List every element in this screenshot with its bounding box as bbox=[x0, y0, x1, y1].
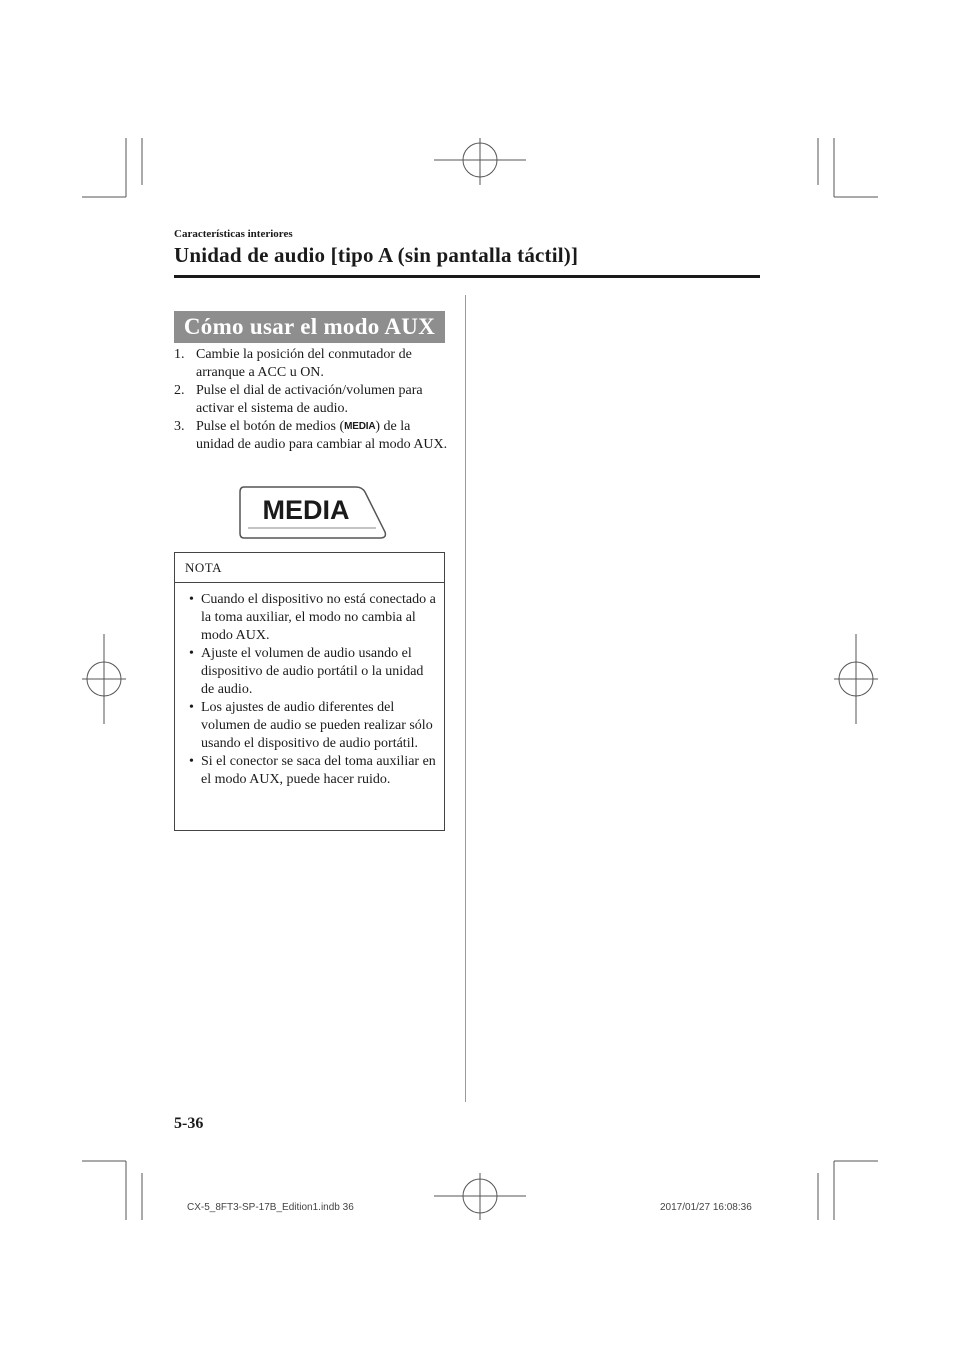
media-inline-icon: MEDIA bbox=[344, 421, 376, 432]
footer-timestamp: 2017/01/27 16:08:36 bbox=[660, 1202, 752, 1213]
step-item bbox=[174, 418, 450, 454]
note-list bbox=[175, 583, 444, 789]
note-text: Cuando el dispositivo no está conectado a la toma auxiliar, el modo no cambia al modo AUX. bbox=[201, 592, 436, 643]
step-text-before: Pulse el botón de medios ( bbox=[196, 419, 345, 434]
media-button-label: MEDIA bbox=[262, 495, 350, 525]
note-text: Ajuste el volumen de audio usando el dispositivo de audio portátil o la unidad de audio. bbox=[201, 646, 424, 697]
note-item bbox=[185, 645, 438, 699]
section-label: Características interiores bbox=[174, 228, 293, 240]
note-heading: NOTA bbox=[175, 553, 444, 583]
step-number: 2. bbox=[174, 383, 185, 398]
step-number: 3. bbox=[174, 419, 185, 434]
footer-file-info: CX-5_8FT3-SP-17B_Edition1.indb 36 bbox=[187, 1202, 354, 1213]
note-item bbox=[185, 591, 438, 645]
note-item bbox=[185, 753, 438, 789]
step-item bbox=[174, 346, 450, 382]
media-button-icon bbox=[236, 482, 388, 542]
step-text: Pulse el dial de activación/volumen para activar el sistema de audio. bbox=[196, 383, 423, 416]
bullet: • bbox=[189, 646, 194, 661]
bullet: • bbox=[189, 754, 194, 769]
step-text-after: ) de la unidad de audio para cambiar al modo AUX. bbox=[196, 419, 448, 452]
note-text: Si el conector se saca del toma auxiliar en el modo AUX, puede hacer ruido. bbox=[201, 754, 436, 787]
column-divider bbox=[465, 295, 466, 1102]
note-item bbox=[185, 699, 438, 753]
title-rule bbox=[174, 275, 760, 278]
note-text: Los ajustes de audio diferentes del volumen de audio se pueden realizar sólo usando el dispositivo de audio portátil. bbox=[201, 700, 433, 751]
steps-list bbox=[174, 346, 450, 454]
step-item bbox=[174, 382, 450, 418]
bullet: • bbox=[189, 592, 194, 607]
bullet: • bbox=[189, 700, 194, 715]
page-number: 5-36 bbox=[174, 1115, 204, 1132]
page-title: Unidad de audio [tipo A (sin pantalla táctil)] bbox=[174, 243, 579, 267]
step-number: 1. bbox=[174, 347, 185, 362]
section-banner: Cómo usar el modo AUX bbox=[174, 311, 445, 343]
note-box bbox=[174, 552, 445, 831]
step-text: Cambie la posición del conmutador de arranque a ACC u ON. bbox=[196, 347, 412, 380]
